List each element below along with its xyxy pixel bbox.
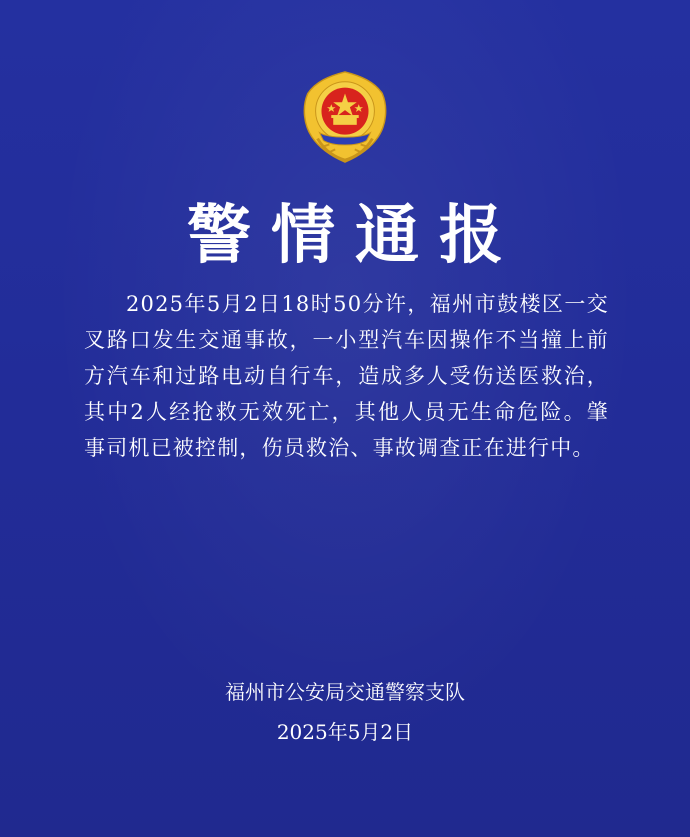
- notice-signature: [0, 672, 690, 752]
- issue-date: 2025年5月2日: [276, 720, 414, 744]
- notice-title: 警情通报: [187, 198, 523, 273]
- notice-body-paragraph: 2025年5月2日18时50分许，福州市鼓楼区一交叉路口发生交通事故，一小型汽车因操作不当撞上前方汽车和过路电动自行车，造成多人受伤送医救治，其中2人经抢救无效死亡，其他人员无生命危险。肇事司机已被控制，伤员救治、事故调查正在进行中。: [84, 292, 609, 460]
- notice-body: [84, 286, 609, 466]
- issuer-name: 福州市公安局交通警察支队: [225, 680, 465, 704]
- police-emblem-icon: [296, 68, 394, 166]
